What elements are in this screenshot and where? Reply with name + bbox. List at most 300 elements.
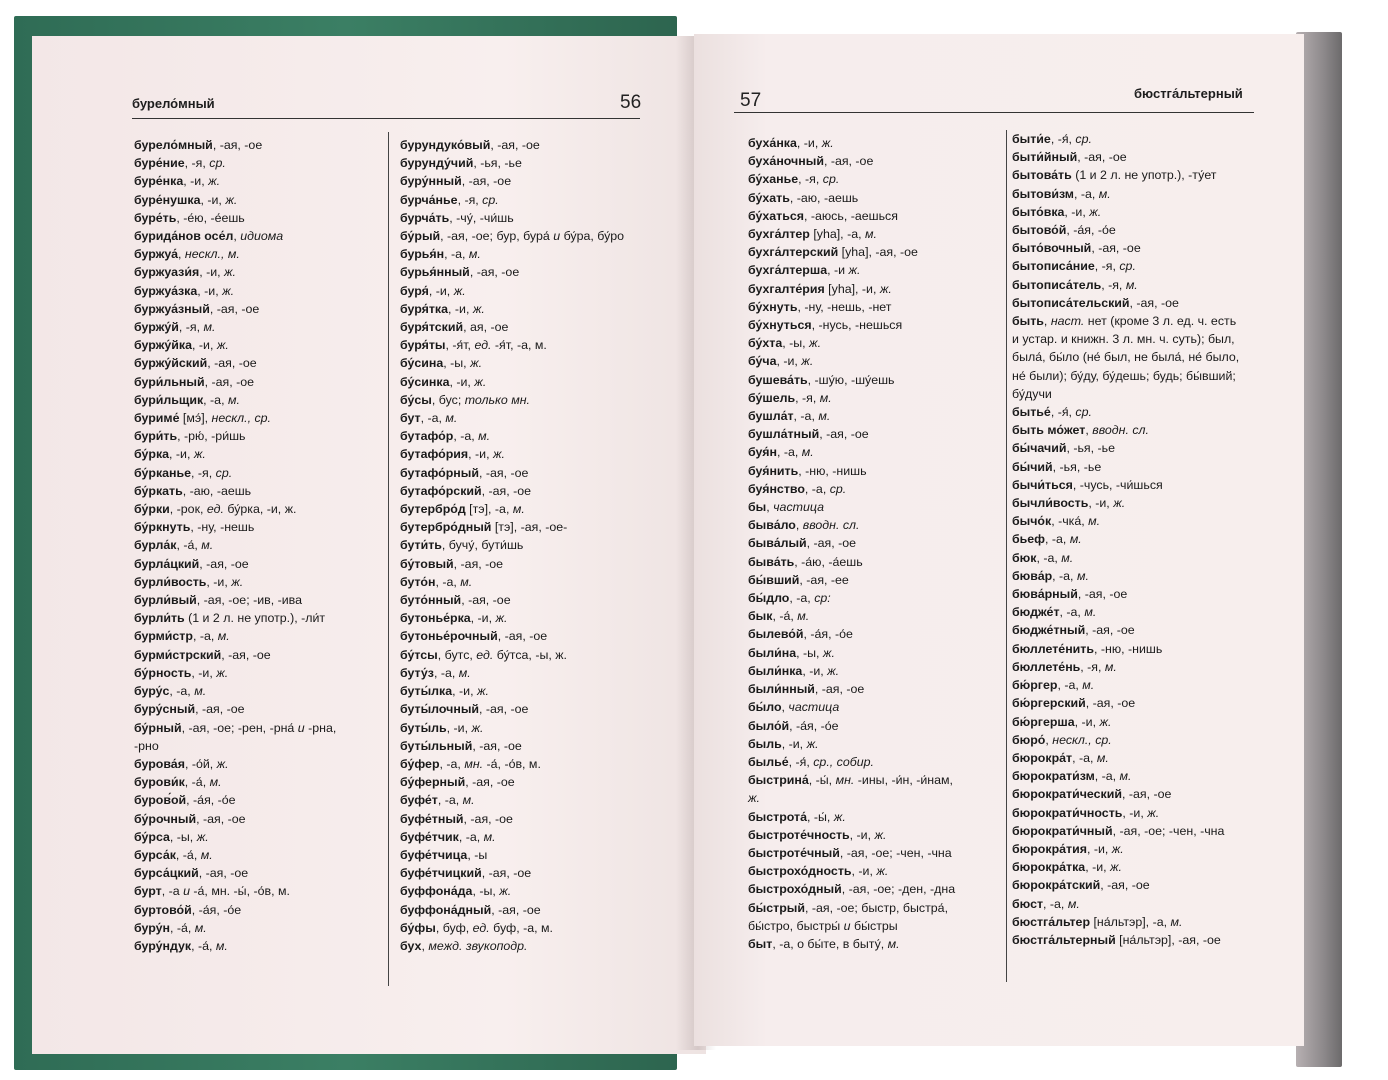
- entry-forms: , -я́,: [788, 754, 814, 769]
- entry-headword: бюро́: [1012, 732, 1046, 747]
- right-header-rule: [734, 112, 1254, 113]
- entry-grammar-note: ж.: [806, 736, 819, 751]
- entry-headword: буртово́й: [134, 902, 192, 917]
- entry-forms: , -а́,: [175, 847, 201, 862]
- entry-grammar-note: м.: [1125, 277, 1138, 292]
- entry-forms: , -ы,: [796, 645, 823, 660]
- dictionary-entry: [400, 882, 624, 900]
- entry-headword: бутербро́д: [400, 502, 466, 517]
- entry-grammar-note: ж.: [193, 447, 206, 462]
- entry-headword: бурла́к: [134, 538, 177, 553]
- dictionary-entry: [400, 464, 624, 482]
- entry-grammar-note: мн.: [835, 773, 855, 788]
- entry-headword: бычи́ться: [1012, 477, 1073, 492]
- dictionary-entry: [1012, 476, 1239, 494]
- entry-grammar-note: ж.: [453, 283, 466, 298]
- entry-forms: , -и,: [183, 174, 209, 189]
- entry-headword: бурча́ть: [400, 210, 450, 225]
- entry-headword: буря́ты: [400, 338, 446, 353]
- entry-headword: буты́льный: [400, 738, 473, 753]
- entry-headword: бюрокра́тка: [1012, 860, 1086, 875]
- entry-grammar-note: м.: [1104, 659, 1117, 674]
- dictionary-entry: [400, 810, 624, 828]
- entry-headword: бутонье́рка: [400, 611, 471, 626]
- dictionary-entry: [1012, 458, 1239, 476]
- entry-forms: , -и,: [1074, 714, 1100, 729]
- dictionary-entry: [134, 573, 336, 591]
- entry-headword: бы́дло: [748, 591, 790, 606]
- entry-headword: буфе́тчица: [400, 847, 468, 862]
- entry-forms: , -а,: [1043, 896, 1068, 911]
- entry-headword: бу́хать: [748, 190, 790, 205]
- entry-headword: буря́тка: [400, 301, 449, 316]
- entry-forms: , -ая, -ое: [199, 556, 249, 571]
- entry-grammar-note: ж.: [492, 447, 505, 462]
- entry-grammar-note: ср.: [822, 172, 840, 187]
- entry-grammar-note: ж.: [879, 281, 892, 296]
- entry-forms: , -ая, -ое: [481, 483, 532, 498]
- dictionary-entry: [748, 534, 955, 552]
- entry-tail: -а́, мн. -ы́, -о́в, м.: [189, 884, 290, 899]
- entry-headword: бурла́цкий: [134, 556, 200, 571]
- entry-forms: , -и: [827, 263, 849, 278]
- entry-forms: , -ы,: [472, 884, 500, 899]
- entry-forms: ,: [178, 247, 185, 262]
- entry-forms: , -а,: [192, 629, 218, 644]
- dictionary-entry: [400, 664, 624, 682]
- dictionary-entry: [748, 280, 955, 298]
- left-running-head: бурело́мный: [132, 96, 215, 111]
- entry-headword: бурми́стр: [134, 629, 193, 644]
- entry-forms: и устар. и книжн. 3 л. мн. ч. суть); был,: [1012, 332, 1235, 347]
- dictionary-entry: [400, 427, 624, 445]
- right-page: [694, 34, 1304, 1046]
- entry-headword: бюва́р: [1012, 568, 1053, 583]
- entry-grammar-note: м.: [227, 392, 240, 407]
- entry-forms: , -и,: [468, 447, 493, 462]
- entry-headword: буты́лочный: [400, 702, 480, 717]
- entry-grammar-note: ед.: [206, 502, 224, 517]
- entry-headword: буру́сный: [134, 702, 196, 717]
- entry-forms: , -а́,: [772, 609, 798, 624]
- entry-headword: быва́ло: [748, 518, 796, 533]
- dictionary-entry: [1012, 785, 1239, 803]
- dictionary-entry: [400, 282, 624, 300]
- entry-forms: , -ая, -ое: [196, 811, 246, 826]
- entry-forms: [yha], -и,: [824, 281, 880, 296]
- entry-forms: , -ая, -ое: [490, 138, 540, 152]
- entry-forms: , -я,: [1094, 259, 1120, 274]
- entry-forms: , -ая, -ое: [479, 702, 529, 717]
- entry-forms: , -ы: [467, 847, 488, 862]
- entry-forms: , -ая, -ое: [212, 138, 263, 152]
- dictionary-entry: [1012, 185, 1239, 203]
- entry-grammar-note: ср:: [814, 591, 831, 606]
- entry-headword: быт: [748, 936, 773, 951]
- entry-forms: , -а,: [789, 591, 815, 606]
- entry-forms: , -а,: [433, 665, 459, 680]
- entry-headword: бу́сина: [400, 356, 444, 371]
- entry-forms: , -о́й,: [184, 756, 217, 771]
- entry-grammar-note: м.: [458, 665, 471, 680]
- dictionary-entry: [748, 625, 955, 643]
- dictionary-entry: [400, 773, 624, 791]
- dictionary-entry: [748, 589, 955, 607]
- dictionary-entry: [400, 500, 624, 518]
- entry-headword: буру́с: [134, 684, 170, 699]
- dictionary-entry: [134, 755, 336, 773]
- entry-headword: буя́нство: [748, 481, 805, 496]
- entry-grammar-note: ср.: [1119, 259, 1136, 274]
- entry-forms: , -а,: [1059, 605, 1085, 620]
- entry-forms: , -а́,: [170, 920, 195, 935]
- entry-headword: бычо́к: [1012, 514, 1052, 529]
- entry-forms: , -ая, -ое: [198, 866, 249, 881]
- entry-headword: бутафо́р: [400, 429, 454, 444]
- dictionary-entry: [748, 717, 955, 735]
- entry-headword: быва́лый: [748, 536, 807, 551]
- dictionary-entry: [134, 700, 336, 718]
- dictionary-entry: [134, 555, 336, 573]
- dictionary-entry: [400, 409, 624, 427]
- dictionary-entry: [134, 791, 336, 809]
- dictionary-entry: [134, 536, 336, 554]
- entry-forms: , -ая, -ое: [465, 775, 515, 790]
- entry-forms: , -ая, -ое: [209, 301, 260, 316]
- entry-grammar-note: м.: [797, 609, 810, 624]
- entry-forms: , -я́т,: [445, 338, 475, 353]
- entry-headword: бу́рки: [134, 502, 170, 517]
- dictionary-entry: [134, 300, 336, 318]
- dictionary-entry: [400, 445, 624, 463]
- entry-grammar-note: м.: [1069, 532, 1082, 547]
- entry-headword: бу́ркнуть: [134, 520, 191, 535]
- entry-grammar-note: ж.: [833, 809, 846, 824]
- entry-grammar-note: м.: [1082, 678, 1095, 693]
- entry-headword: бюрократи́чность: [1012, 805, 1123, 820]
- entry-forms: бы́стро, быстры́: [748, 918, 844, 933]
- dictionary-entry: [400, 136, 624, 154]
- entry-headword: бык: [748, 609, 773, 624]
- entry-headword: буржуази́я: [134, 265, 200, 280]
- entry-headword: бурова́я: [134, 756, 185, 771]
- dictionary-entry: [400, 828, 624, 846]
- entry-forms: , -и,: [1086, 841, 1112, 856]
- entry-headword: бы́ло: [748, 700, 782, 715]
- dictionary-entry: [748, 680, 955, 698]
- dictionary-entry: [400, 245, 624, 263]
- entry-grammar-note: мн.: [464, 756, 484, 771]
- entry-headword: быти́е: [1012, 132, 1051, 146]
- entry-headword: быстроте́чный: [748, 845, 840, 860]
- entry-forms: (1 и 2 л. не употр.), -ли́т: [184, 611, 326, 626]
- entry-grammar-note: частица: [788, 700, 840, 715]
- dictionary-entry: [748, 571, 955, 589]
- entry-headword: бутербро́дный: [400, 520, 492, 535]
- left-column-1: [134, 136, 336, 955]
- entry-forms: [на́льтэр], -ая, -ое: [1115, 932, 1221, 947]
- dictionary-entry: [134, 646, 336, 664]
- dictionary-entry: [134, 864, 336, 882]
- entry-headword: быва́ть: [748, 554, 795, 569]
- dictionary-entry: [748, 917, 955, 935]
- entry-headword: были́нный: [748, 682, 815, 697]
- dictionary-entry: [748, 862, 955, 880]
- dictionary-entry: [1012, 640, 1239, 658]
- entry-forms: , -и,: [849, 827, 875, 842]
- dictionary-entry: [1012, 603, 1239, 621]
- dictionary-entry: [134, 154, 336, 172]
- entry-headword: бы́стрый: [748, 900, 805, 915]
- entry-forms: , -а,: [1057, 678, 1083, 693]
- entry-headword: быстрота́: [748, 809, 807, 824]
- entry-headword: бури́льщик: [134, 392, 204, 407]
- entry-forms: , -ая, -ое: [1085, 696, 1136, 711]
- dictionary-entry: [134, 591, 336, 609]
- entry-forms: , -и,: [199, 265, 225, 280]
- entry-forms: , -и,: [452, 684, 477, 699]
- entry-forms: , -а,: [1094, 769, 1120, 784]
- dictionary-entry: [748, 844, 955, 862]
- entry-headword: бу́рый: [400, 229, 441, 244]
- dictionary-entry: [748, 735, 955, 753]
- entry-forms: ,: [233, 229, 241, 244]
- entry-tail: -я́т, -а, м.: [491, 338, 547, 353]
- entry-forms: , -ая, -ое: [1077, 150, 1127, 165]
- entry-forms: , -а́,: [176, 538, 202, 553]
- dictionary-entry: [134, 627, 336, 645]
- entry-headword: буя́нить: [748, 463, 799, 478]
- dictionary-entry: [748, 771, 955, 789]
- entry-headword: бу́хнуться: [748, 318, 812, 333]
- dictionary-entry: [1012, 494, 1239, 512]
- entry-grammar-note: ед.: [476, 647, 494, 662]
- entry-grammar-note: ср.: [209, 156, 226, 171]
- entry-forms: , -ая, -ое: [1129, 295, 1179, 310]
- entry-headword: буру́нный: [400, 174, 462, 189]
- dictionary-entry: [748, 698, 955, 716]
- dictionary-entry: [134, 482, 336, 500]
- entry-forms: , -и,: [851, 864, 877, 879]
- entry-grammar-note: ж.: [1089, 204, 1102, 219]
- entry-headword: бу́товый: [400, 556, 454, 571]
- entry-headword: были́нка: [748, 663, 803, 678]
- dictionary-entry: [748, 899, 955, 917]
- entry-grammar-note: нескл., ср.: [1052, 732, 1112, 747]
- entry-forms: , -и,: [781, 736, 807, 751]
- dictionary-entry: [1012, 621, 1239, 639]
- dictionary-entry: [400, 354, 624, 372]
- entry-forms: , -а́ю, -а́ешь: [794, 554, 863, 569]
- dictionary-entry: [134, 373, 336, 391]
- dictionary-entry: [748, 808, 955, 826]
- entry-grammar-note: вводн. сл.: [802, 518, 860, 533]
- entry-forms: , -ая, -ое: [461, 174, 512, 189]
- entry-forms: , -и,: [206, 574, 232, 589]
- dictionary-entry: [400, 300, 624, 318]
- dictionary-entry: [134, 318, 336, 336]
- entry-grammar-note: м.: [1084, 605, 1097, 620]
- entry-grammar-note: ж.: [827, 663, 840, 678]
- right-running-head: бюстга́льтерный: [1134, 86, 1243, 101]
- entry-forms: , -ая, -ое: [814, 682, 865, 697]
- entry-grammar-note: м.: [512, 502, 525, 517]
- dictionary-entry: [748, 407, 955, 425]
- entry-grammar-note: ср., собир.: [813, 754, 874, 769]
- dictionary-entry: [748, 243, 955, 261]
- dictionary-entry: [1012, 294, 1239, 312]
- dictionary-entry: [400, 719, 624, 737]
- dictionary-entry: [1012, 767, 1239, 785]
- entry-forms: [тэ], -а,: [465, 502, 513, 517]
- entry-headword: бухга́лтер: [748, 227, 810, 242]
- entry-forms: , -я,: [191, 465, 216, 480]
- entry-grammar-note: м.: [478, 429, 491, 444]
- dictionary-entry: [134, 445, 336, 463]
- dictionary-entry: [1012, 312, 1239, 330]
- entry-forms: , -ая, -ое: [463, 811, 513, 826]
- entry-headword: бу́хнуть: [748, 299, 798, 314]
- entry-forms: , -а, о бы́те, в быту́,: [772, 936, 888, 951]
- dictionary-entry: [748, 480, 955, 498]
- entry-forms: [мэ́],: [179, 411, 212, 426]
- dictionary-entry: [1012, 913, 1239, 931]
- dictionary-entry: [1012, 439, 1239, 457]
- entry-forms: , -ая, -ое: [1077, 587, 1128, 602]
- entry-forms: , -ая, -ое: [479, 465, 529, 480]
- dictionary-entry: [748, 826, 955, 844]
- entry-headword: бу́шель: [748, 390, 796, 405]
- entry-forms: ,: [1045, 732, 1053, 747]
- entry-forms: , -ья, -ье: [1052, 459, 1102, 474]
- entry-forms: , -и,: [169, 447, 194, 462]
- entry-forms: , -шу́ю, -шу́ешь: [807, 372, 895, 387]
- entry-forms: бу́дучи: [1012, 386, 1052, 401]
- entry-headword: буха́ночный: [748, 154, 824, 169]
- entry-forms: , -и,: [1085, 860, 1111, 875]
- entry-headword: буто́н: [400, 574, 436, 589]
- entry-headword: бытописа́тель: [1012, 277, 1102, 292]
- entry-headword: бухга́лтерский: [748, 245, 839, 260]
- entry-headword: бю́ргерский: [1012, 696, 1086, 711]
- entry-forms: , -ая, -ое: [204, 374, 254, 389]
- entry-forms: , -а,: [203, 392, 228, 407]
- entry-grammar-note: ж.: [470, 356, 483, 371]
- entry-headword: быстроте́чность: [748, 827, 850, 842]
- entry-headword: бухга́лтерша: [748, 263, 828, 278]
- dictionary-entry: [748, 298, 955, 316]
- entry-headword: быль: [748, 736, 782, 751]
- entry-headword: бушла́тный: [748, 427, 820, 442]
- entry-headword: быстрохо́дный: [748, 882, 842, 897]
- entry-forms: , -и,: [200, 192, 226, 207]
- entry-grammar-note: м.: [483, 829, 496, 844]
- entry-forms: , -а́,: [191, 938, 216, 953]
- entry-headword: бу́фы: [400, 920, 436, 935]
- dictionary-entry: [134, 227, 336, 245]
- entry-headword: бюдже́тный: [1012, 623, 1086, 638]
- dictionary-entry: [748, 352, 955, 370]
- dictionary-entry: [1012, 713, 1239, 731]
- entry-grammar-note: ж.: [821, 136, 834, 150]
- entry-headword: буржуа́зный: [134, 301, 210, 316]
- entry-grammar-note: ж.: [1113, 496, 1126, 511]
- entry-forms: , -и,: [1064, 204, 1090, 219]
- left-column-2: [400, 136, 624, 955]
- entry-forms: , -ая, -ое; -ден, -дна: [841, 882, 956, 897]
- entry-headword: бу́синка: [400, 374, 450, 389]
- dictionary-entry: [400, 846, 624, 864]
- entry-headword: быстрохо́дность: [748, 864, 852, 879]
- entry-forms: , -и,: [796, 136, 822, 150]
- entry-forms: , -аюсь, -аешься: [803, 208, 898, 223]
- dictionary-entry: [134, 263, 336, 281]
- dictionary-entry: [400, 755, 624, 773]
- entry-forms: , -и,: [1088, 496, 1114, 511]
- entry-headword: бюрокра́тия: [1012, 841, 1087, 856]
- entry-grammar-note: м.: [887, 936, 900, 951]
- entry-forms: ,: [781, 700, 789, 715]
- entry-headword: буржуа́: [134, 247, 179, 262]
- entry-headword: буров́ой: [134, 793, 187, 808]
- dictionary-entry: [400, 937, 624, 955]
- entry-forms: , -ая, -ое; -рен, -рна́: [181, 720, 298, 735]
- entry-forms: , -ню, -нишь: [1093, 641, 1163, 656]
- entry-headword: бу́рный: [134, 720, 182, 735]
- dictionary-entry: [134, 737, 336, 755]
- entry-headword: бы: [748, 500, 767, 515]
- dictionary-entry: [134, 810, 336, 828]
- dictionary-entry: [400, 646, 624, 664]
- entry-headword: бури́ть: [134, 429, 178, 444]
- dictionary-entry: [134, 282, 336, 300]
- right-column-divider: [1006, 130, 1007, 982]
- entry-headword: бурли́вый: [134, 593, 197, 608]
- dictionary-entry: [400, 555, 624, 573]
- entry-headword: бушева́ть: [748, 372, 808, 387]
- entry-grammar-note: ср.: [1075, 405, 1092, 420]
- dictionary-entry: [1012, 731, 1239, 749]
- entry-headword: бурса́к: [134, 847, 176, 862]
- entry-forms: , -а,: [435, 574, 461, 589]
- entry-forms: [тэ], -ая, -ое-: [491, 520, 568, 535]
- entry-forms: , -чу́, -чи́шь: [449, 210, 514, 225]
- entry-grammar-note: и: [183, 884, 190, 899]
- entry-grammar-note: м.: [1098, 186, 1111, 201]
- entry-forms: , бус;: [431, 392, 465, 407]
- entry-headword: бюллете́нить: [1012, 641, 1094, 656]
- entry-forms: , -ая, -ое: [497, 629, 548, 644]
- dictionary-entry: [1012, 367, 1239, 385]
- entry-forms: , -а,: [439, 756, 465, 771]
- entry-headword: буре́нушка: [134, 192, 201, 207]
- entry-grammar-note: м.: [194, 684, 207, 699]
- dictionary-entry: [400, 682, 624, 700]
- entry-forms: , -ая, -ое; -чен, -чна: [1112, 823, 1225, 838]
- dictionary-entry: [134, 682, 336, 700]
- dictionary-entry: [748, 389, 955, 407]
- entry-grammar-note: и: [553, 229, 561, 244]
- entry-forms: , -а,: [1036, 550, 1062, 565]
- entry-headword: бушла́т: [748, 409, 794, 424]
- entry-headword: бу́тсы: [400, 647, 438, 662]
- dictionary-entry: [134, 427, 336, 445]
- entry-forms: , -ы́,: [808, 773, 836, 788]
- entry-forms: , -ая, -ое: [1100, 878, 1150, 893]
- entry-grammar-note: ж.: [474, 374, 487, 389]
- dictionary-entry: [748, 553, 955, 571]
- entry-forms: , -я,: [457, 192, 483, 207]
